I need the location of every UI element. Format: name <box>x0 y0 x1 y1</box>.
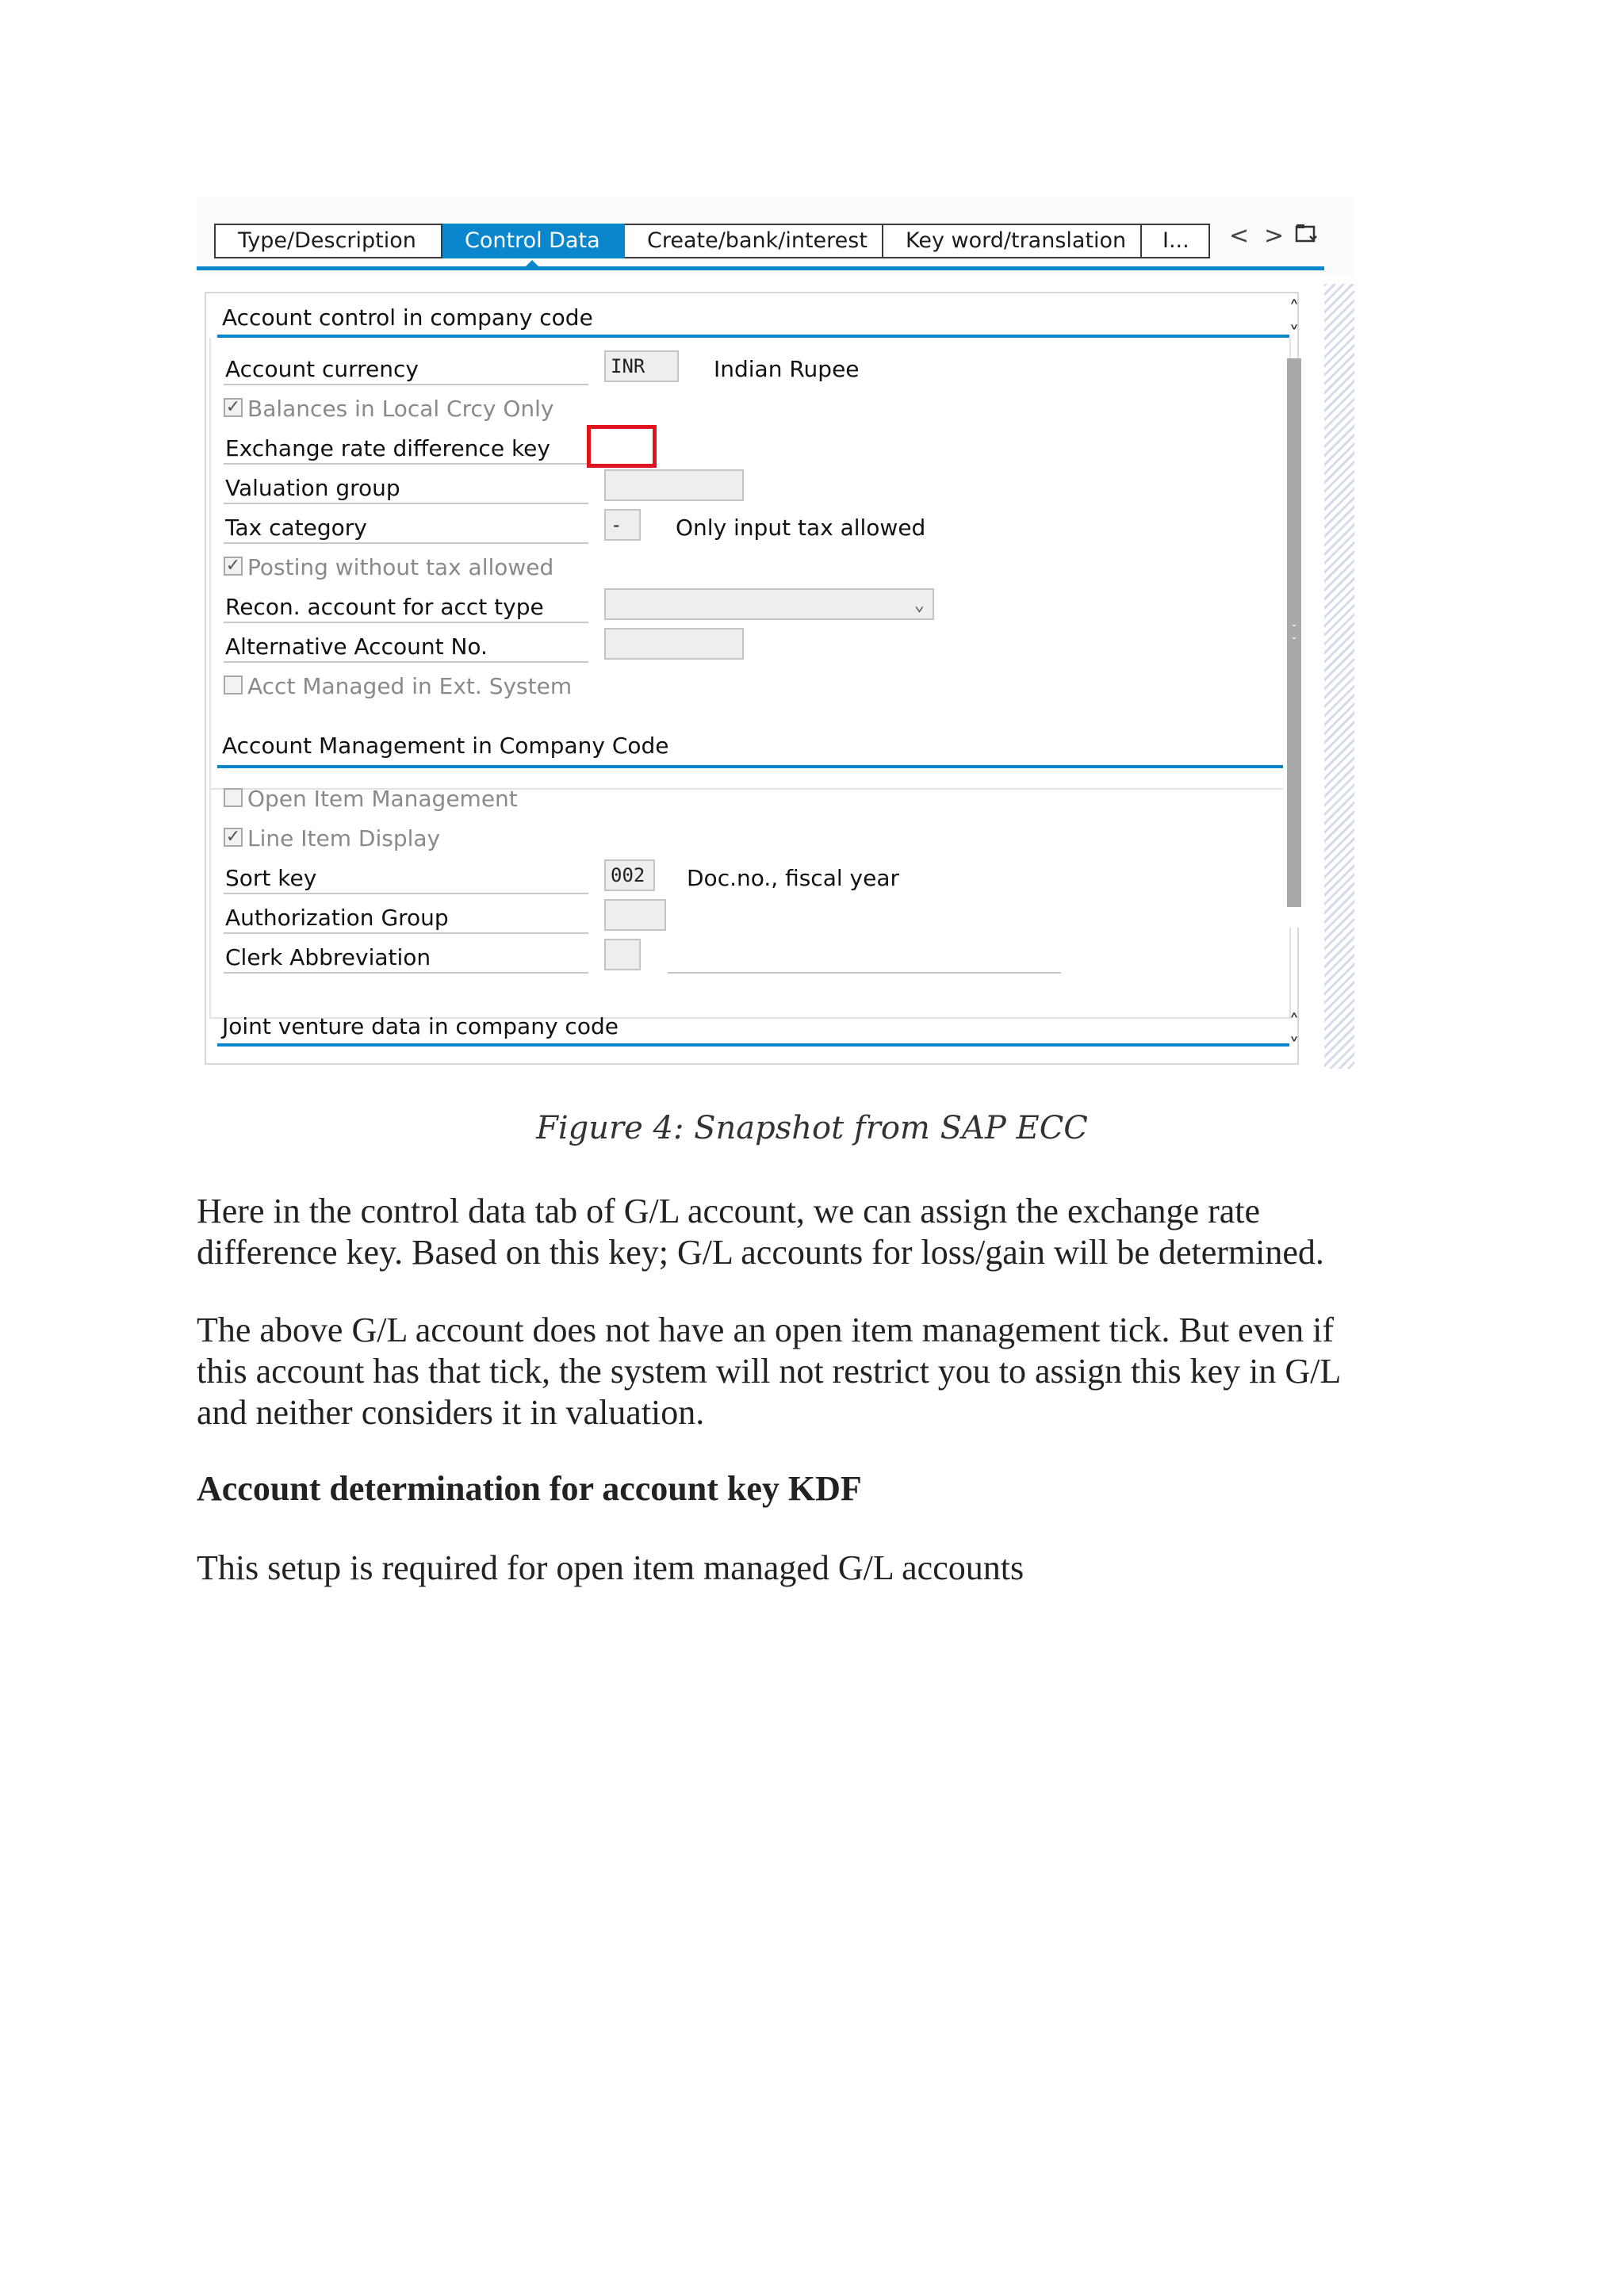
checkbox-checked-icon: ✓ <box>224 398 243 417</box>
paragraph-line: This setup is required for open item managed G/L accounts <box>197 1548 1025 1587</box>
checkbox-checked-icon: ✓ <box>224 828 243 847</box>
account-currency-field[interactable]: INR <box>604 350 679 382</box>
paragraph-3 <box>197 1548 1434 1589</box>
tax-category-desc: Only input tax allowed <box>676 515 926 541</box>
tab-type-description[interactable]: Type/Description <box>214 224 442 258</box>
recon-account-label: Recon. account for acct type <box>224 591 588 623</box>
checkbox-unchecked-icon <box>224 788 243 807</box>
hatched-border <box>1324 284 1354 1069</box>
tax-category-label: Tax category <box>224 512 588 544</box>
tab-more[interactable]: I... <box>1142 224 1210 258</box>
row-alternative-account <box>224 628 1286 664</box>
tab-underline <box>197 266 1324 270</box>
row-posting-without-tax <box>224 549 1286 585</box>
group-title-account-management: Account Management in Company Code <box>222 733 669 759</box>
acct-managed-ext-checkbox[interactable] <box>224 672 572 701</box>
clerk-abbreviation-field[interactable] <box>604 939 641 970</box>
alternative-account-field[interactable] <box>604 628 744 660</box>
tab-bar <box>197 197 1354 276</box>
posting-without-tax-checkbox[interactable] <box>224 553 553 582</box>
line-item-checkbox[interactable] <box>224 825 440 853</box>
group-title-account-control: Account control in company code <box>222 304 593 331</box>
tab-create-bank-interest[interactable]: Create/bank/interest <box>625 224 883 258</box>
paragraph-1 <box>197 1191 1434 1273</box>
row-tax-category <box>224 509 1286 545</box>
scroll-up-icon[interactable]: ˄ <box>1289 297 1300 321</box>
row-line-item <box>224 820 1286 856</box>
recon-account-dropdown[interactable] <box>604 588 934 620</box>
posting-without-tax-label: Posting without tax allowed <box>247 554 554 580</box>
line-item-label: Line Item Display <box>247 825 441 851</box>
exchange-rate-field-highlighted[interactable] <box>587 425 657 468</box>
checkbox-unchecked-icon <box>224 675 243 695</box>
sort-key-desc: Doc.no., fiscal year <box>687 865 899 891</box>
open-item-checkbox[interactable] <box>224 785 518 813</box>
tab-control-data[interactable]: Control Data <box>442 224 625 258</box>
row-recon-account <box>224 588 1286 625</box>
paragraph-line: The above G/L account does not have an open item management tick. But even if <box>197 1311 1334 1349</box>
row-exchange-rate <box>224 430 1286 466</box>
chevron-down-icon: ⌄ <box>914 595 925 615</box>
scrollbar-track <box>1283 358 1305 928</box>
row-authorization-group <box>224 899 1286 936</box>
scroll-up-icon[interactable]: ˄ <box>1289 1011 1300 1035</box>
control-data-panel <box>205 292 1299 1065</box>
valuation-group-field[interactable] <box>604 469 744 501</box>
balances-local-label: Balances in Local Crcy Only <box>247 396 554 422</box>
row-balances-local <box>224 390 1286 427</box>
paragraph-2 <box>197 1310 1434 1433</box>
vertical-scrollbar[interactable] <box>1283 297 1305 1058</box>
paragraph-line: this account has that tick, the system will not restrict you to assign this key in G/L <box>197 1352 1342 1391</box>
group-title-joint-venture: Joint venture data in company code <box>222 1013 619 1039</box>
exchange-rate-label: Exchange rate difference key <box>224 433 588 465</box>
authorization-group-label: Authorization Group <box>224 902 588 934</box>
valuation-group-label: Valuation group <box>224 473 588 504</box>
active-tab-indicator <box>525 260 539 267</box>
row-account-currency <box>224 350 1286 387</box>
paragraph-line: and neither considers it in valuation. <box>197 1393 705 1432</box>
figure-caption: Figure 4: Snapshot from SAP ECC <box>536 1110 1088 1146</box>
clerk-abbreviation-label: Clerk Abbreviation <box>224 942 588 974</box>
account-currency-desc: Indian Rupee <box>714 356 860 382</box>
authorization-group-field[interactable] <box>604 899 666 931</box>
row-clerk-abbreviation <box>224 939 1286 975</box>
section-heading: Account determination for account key KDF <box>197 1469 862 1508</box>
grip-icon <box>1293 625 1296 639</box>
sort-key-label: Sort key <box>224 863 588 894</box>
sap-screenshot <box>197 197 1354 1069</box>
row-sort-key <box>224 859 1286 896</box>
row-valuation-group <box>224 469 1286 506</box>
open-item-label: Open Item Management <box>247 786 518 812</box>
tab-key-word-translation[interactable]: Key word/translation <box>883 224 1142 258</box>
row-open-item <box>224 780 1286 817</box>
tax-category-field[interactable]: - <box>604 509 641 541</box>
row-acct-managed-ext <box>224 668 1286 704</box>
paragraph-line: difference key. Based on this key; G/L accounts for loss/gain will be determined. <box>197 1233 1324 1272</box>
checkbox-checked-icon: ✓ <box>224 557 243 576</box>
alternative-account-label: Alternative Account No. <box>224 631 588 663</box>
group-divider <box>217 1043 1289 1047</box>
scroll-down-icon[interactable]: ˅ <box>1289 323 1300 346</box>
tab-scroll-left-icon[interactable]: < <box>1229 222 1250 250</box>
scroll-down-icon[interactable]: ˅ <box>1289 1035 1300 1058</box>
scrollbar-thumb[interactable] <box>1287 358 1301 907</box>
paragraph-line: Here in the control data tab of G/L account, we can assign the exchange rate <box>197 1192 1261 1230</box>
sort-key-field[interactable]: 002 <box>604 859 655 891</box>
tab-list-menu-icon[interactable] <box>1294 222 1316 244</box>
tabstrip <box>214 224 1210 258</box>
acct-managed-ext-label: Acct Managed in Ext. System <box>247 673 573 699</box>
tab-scroll-right-icon[interactable]: > <box>1264 222 1285 250</box>
clerk-description-line <box>668 972 1061 974</box>
account-currency-label: Account currency <box>224 354 588 385</box>
balances-local-checkbox[interactable] <box>224 395 554 423</box>
